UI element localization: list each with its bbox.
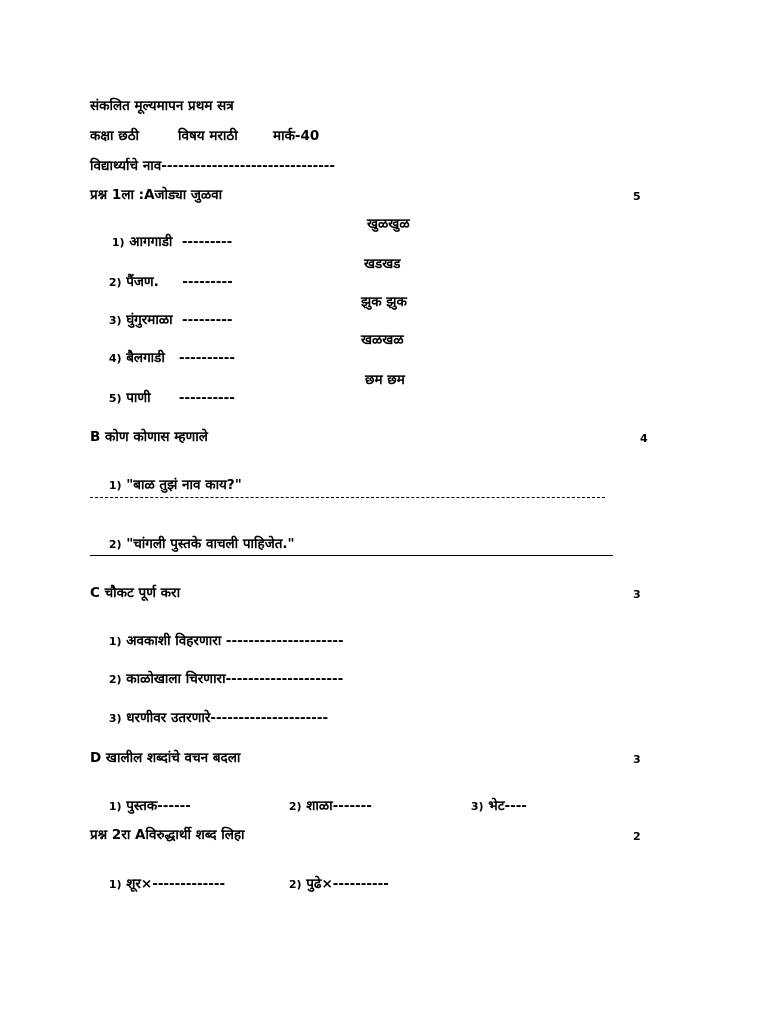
item-number: 3) xyxy=(108,314,122,327)
item-text: अवकाशी विहरणारा --------------------- xyxy=(126,633,344,649)
q1a-match-4: खळखळ xyxy=(361,332,404,348)
item-text: शूर×------------- xyxy=(126,876,226,892)
answer-line-2 xyxy=(90,555,613,556)
item-number: 2) xyxy=(108,673,122,686)
item-number: 4) xyxy=(108,352,122,365)
item-text: पैंजण. --------- xyxy=(126,274,233,290)
item-number: 2) xyxy=(288,878,302,891)
item-text: घुंगुरमाळा --------- xyxy=(126,312,233,328)
q1c-heading: C चौकट पूर्ण करा xyxy=(90,585,181,601)
item-text: पाणी ---------- xyxy=(126,390,235,406)
q1a-heading: प्रश्न 1ला :Aजोड्या जुळवा xyxy=(90,187,223,203)
item-text: बैलगाडी ---------- xyxy=(126,350,236,366)
q1c-marks: 3 xyxy=(633,588,641,601)
q1d-heading: D खालील शब्दांचे वचन बदला xyxy=(90,750,241,766)
marks-total: मार्क-40 xyxy=(273,128,320,144)
q1a-match-2: खडखड xyxy=(364,256,401,272)
q2a-heading: प्रश्न 2रा Aविरुद्धार्थी शब्द लिहा xyxy=(90,827,245,843)
subject-label: विषय मराठी xyxy=(178,128,238,144)
q1b-marks: 4 xyxy=(640,432,648,445)
item-number: 1) xyxy=(108,800,122,813)
item-text: भेट---- xyxy=(488,798,527,814)
item-text: आगगाडी --------- xyxy=(129,234,233,250)
student-name-field: विद्यार्थ्याचे नाव------------------------------- xyxy=(90,158,336,174)
item-number: 1) xyxy=(108,635,122,648)
item-number: 5) xyxy=(108,392,122,405)
q2a-item-1 xyxy=(90,857,225,912)
item-number: 2) xyxy=(108,538,122,551)
q1b-item-1 xyxy=(90,458,242,513)
q1a-match-5: छम छम xyxy=(365,372,405,388)
q1d-item-2 xyxy=(270,779,372,834)
q1a-marks: 5 xyxy=(633,190,641,203)
item-text: "बाळ तुझं नाव काय?" xyxy=(126,477,242,493)
item-number: 1) xyxy=(111,236,125,249)
q1b-heading: B कोण कोणास म्हणाले xyxy=(90,429,208,445)
item-number: 1) xyxy=(108,878,122,891)
item-text: धरणीवर उतरणारे--------------------- xyxy=(126,710,329,726)
item-number: 3) xyxy=(470,800,484,813)
class-label: कक्षा छठी xyxy=(90,128,140,144)
q1b-item-2 xyxy=(90,517,295,572)
item-text: पुस्तक------ xyxy=(126,798,191,814)
exam-title: संकलित मूल्यमापन प्रथम सत्र xyxy=(90,98,234,114)
item-number: 2) xyxy=(288,800,302,813)
item-number: 1) xyxy=(108,479,122,492)
item-text: काळोखाला चिरणारा--------------------- xyxy=(126,671,344,687)
q1a-match-1: खुळखुळ xyxy=(367,216,410,232)
answer-line-1 xyxy=(90,497,605,498)
q2a-item-2 xyxy=(270,857,389,912)
q1c-item-3 xyxy=(90,691,328,746)
item-text: शाळा------- xyxy=(306,798,372,814)
item-text: पुढे×---------- xyxy=(306,876,389,892)
item-number: 2) xyxy=(108,276,122,289)
q1a-match-3: झुक झुक xyxy=(361,294,407,310)
item-text: "चांगली पुस्तके वाचली पाहिजेत." xyxy=(126,536,295,552)
q1d-item-3 xyxy=(452,779,527,834)
q1a-item-5 xyxy=(90,371,235,426)
q2a-marks: 2 xyxy=(633,830,641,843)
item-number: 3) xyxy=(108,712,122,725)
q1d-marks: 3 xyxy=(633,753,641,766)
